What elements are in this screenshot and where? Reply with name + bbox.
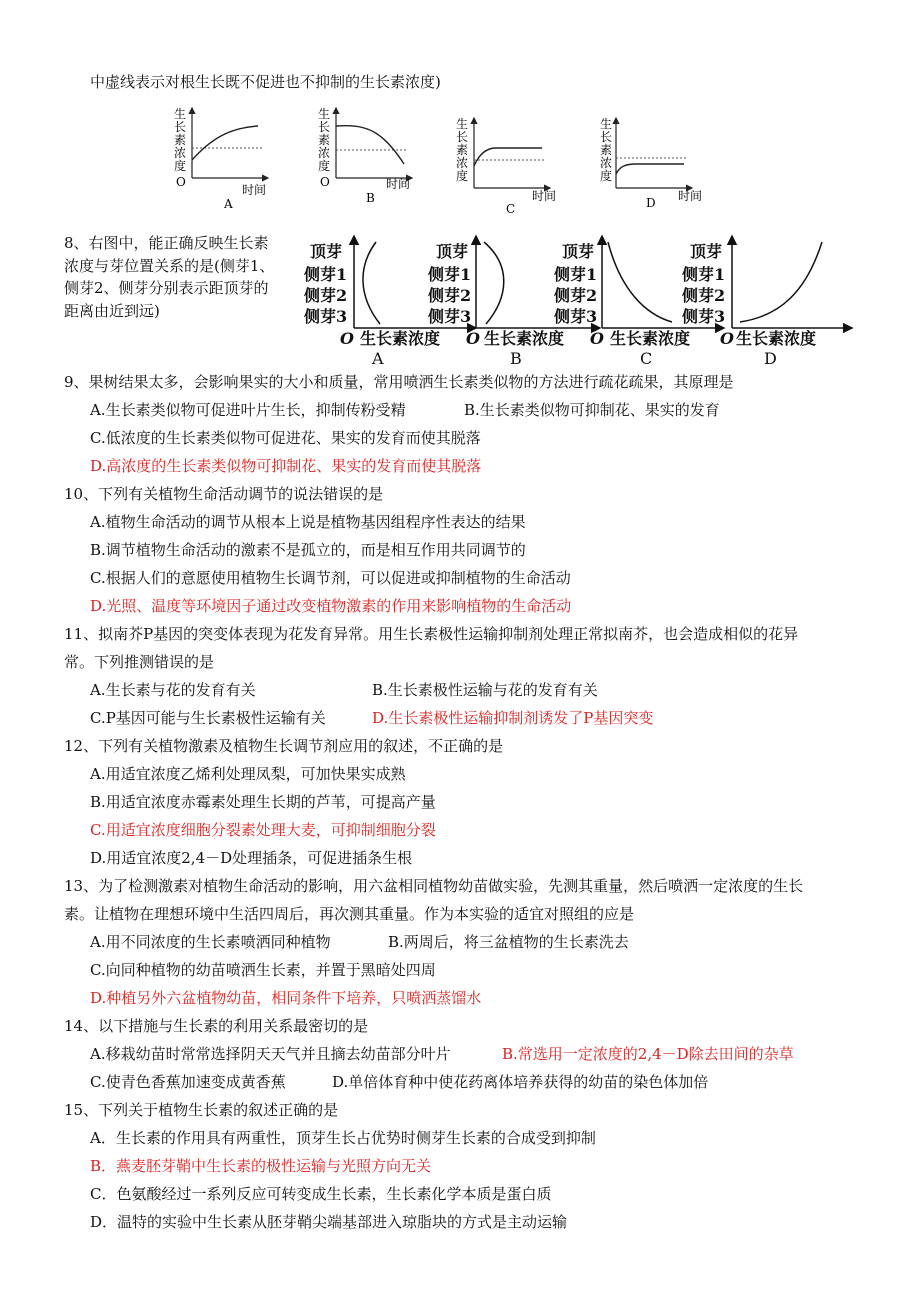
q11-option-b: B.生长素极性运输与花的发育有关 — [372, 681, 598, 699]
q8-a-ylabel-1: 侧芽1 — [304, 265, 348, 284]
q8-d-ylabel-3: 侧芽3 — [682, 307, 726, 326]
q12-option-c: C.用适宜浓度细胞分裂素处理大麦，可抑制细胞分裂 — [90, 821, 436, 839]
q13-option-d: D.种植另外六盆植物幼苗，相同条件下培养，只喷洒蒸馏水 — [90, 989, 482, 1007]
q8-a-origin: O — [340, 329, 354, 348]
q7-a-ylabel-4: 度 — [174, 159, 187, 173]
q8-b-origin: O — [466, 329, 480, 348]
q7-a-ylabel-3: 浓 — [174, 146, 187, 160]
q7-d-ylabel-3: 浓 — [600, 156, 613, 170]
q11-option-d: D.生长素极性运输抑制剂诱发了P基因突变 — [372, 709, 654, 727]
q8-graphs-svg — [300, 232, 860, 372]
q8-graph-d — [681, 236, 852, 368]
q8-a-xlabel: 生长素浓度 — [360, 329, 441, 348]
q9-option-a: A.生长素类似物可促进叶片生长，抑制传粉受精 — [90, 401, 406, 419]
q8-a-ylabel-0: 顶芽 — [310, 242, 343, 261]
q8-line-1: 8、右图中，能正确反映生长素 — [64, 234, 269, 252]
q7-d-ylabel-1: 长 — [600, 130, 613, 144]
q7-graph-c — [456, 116, 556, 216]
q15-option-c: C．色氨酸经过一系列反应可转变成生长素，生长素化学本质是蛋白质 — [90, 1185, 552, 1203]
q13-stem-2: 素。让植物在理想环境中生活四周后，再次测其重量。作为本实验的适宜对照组的应是 — [64, 905, 635, 923]
q7-a-xlabel: 时间 — [242, 183, 267, 197]
q7-d-ylabel-2: 素 — [600, 143, 613, 157]
q10-option-a: A.植物生命活动的调节从根本上说是植物基因组程序性表达的结果 — [90, 513, 526, 531]
q8-c-label: C — [640, 349, 653, 368]
q7-b-label: B — [366, 191, 375, 205]
q12-option-b: B.用适宜浓度赤霉素处理生长期的芦苇，可提高产量 — [90, 793, 436, 811]
q15-option-a: A．生长素的作用具有两重性，顶芽生长占优势时侧芽生长素的合成受到抑制 — [90, 1129, 596, 1147]
q8-b-xlabel: 生长素浓度 — [484, 329, 565, 348]
q7-graphs — [170, 104, 730, 220]
q11-stem-1: 11、拟南芥P基因的突变体表现为花发育异常。用生长素极性运输抑制剂处理正常拟南芥，也会造成相似的花异 — [64, 625, 799, 643]
q8-d-origin: O — [720, 329, 734, 348]
q13-option-b: B.两周后，将三盆植物的生长素洗去 — [388, 933, 629, 951]
q7-c-ylabel-0: 生 — [456, 117, 469, 131]
q11-option-c: C.P基因可能与生长素极性运输有关 — [90, 709, 326, 727]
q10-option-b: B.调节植物生命活动的激素不是孤立的，而是相互作用共同调节的 — [90, 541, 526, 559]
q7-a-origin: O — [176, 175, 186, 189]
q7-graph-d — [600, 116, 702, 210]
q7-a-ylabel-2: 素 — [174, 133, 187, 147]
q14-option-d: D.单倍体育种中使花药离体培养获得的幼苗的染色体加倍 — [332, 1073, 709, 1091]
q7-d-label: D — [646, 196, 656, 210]
q14-option-a: A.移栽幼苗时常常选择阴天天气并且摘去幼苗部分叶片 — [90, 1045, 451, 1063]
q9-option-d: D.高浓度的生长素类似物可抑制花、果实的发育而使其脱落 — [90, 457, 482, 475]
q8-b-ylabel-2: 侧芽2 — [428, 286, 472, 305]
q14-option-b: B.常选用一定浓度的2,4－D除去田间的杂草 — [502, 1045, 794, 1063]
q15-option-d: D．温特的实验中生长素从胚芽鞘尖端基部进入琼脂块的方式是主动运输 — [90, 1213, 568, 1231]
q7-b-ylabel-1: 长 — [318, 120, 331, 134]
q7-graph-a — [174, 106, 268, 211]
q14-stem: 14、以下措施与生长素的利用关系最密切的是 — [64, 1017, 369, 1035]
q10-option-d: D.光照、温度等环境因子通过改变植物激素的作用来影响植物的生命活动 — [90, 597, 572, 615]
q7-b-ylabel-0: 生 — [318, 107, 331, 121]
q7-b-ylabel-2: 素 — [318, 133, 331, 147]
q7-b-ylabel-4: 度 — [318, 159, 331, 173]
q11-stem-2: 常。下列推测错误的是 — [64, 653, 215, 671]
q7-a-ylabel-1: 长 — [174, 120, 187, 134]
q7-a-label: A — [224, 197, 233, 211]
q8-d-ylabel-0: 顶芽 — [690, 242, 723, 261]
q8-d-xlabel: 生长素浓度 — [736, 329, 817, 348]
q13-option-a: A.用不同浓度的生长素喷洒同种植物 — [90, 933, 331, 951]
q8-c-ylabel-0: 顶芽 — [562, 242, 595, 261]
q12-option-a: A.用适宜浓度乙烯利处理凤梨，可加快果实成熟 — [90, 765, 406, 783]
q10-option-c: C.根据人们的意愿使用植物生长调节剂，可以促进或抑制植物的生命活动 — [90, 569, 571, 587]
q8-b-ylabel-0: 顶芽 — [436, 242, 469, 261]
q8-graphs — [300, 232, 860, 376]
q8-b-label: B — [510, 349, 522, 368]
q10-stem: 10、下列有关植物生命活动调节的说法错误的是 — [64, 485, 384, 503]
q7-graphs-svg — [170, 104, 730, 216]
q8-stem — [64, 232, 294, 322]
q7-tail: 中虚线表示对根生长既不促进也不抑制的生长素浓度) — [90, 73, 441, 91]
q8-c-ylabel-1: 侧芽1 — [554, 265, 598, 284]
q9-stem: 9、果树结果太多，会影响果实的大小和质量，常用喷洒生长素类似物的方法进行疏花疏果，其原理是 — [64, 373, 734, 391]
q7-d-ylabel-4: 度 — [600, 169, 613, 183]
q15-stem: 15、下列关于植物生长素的叙述正确的是 — [64, 1101, 339, 1119]
q8-line-2: 浓度与芽位置关系的是(侧芽1、 — [64, 256, 275, 275]
q7-c-label: C — [506, 202, 516, 216]
q8-c-ylabel-2: 侧芽2 — [554, 286, 598, 305]
q8-line-3: 侧芽2、侧芽分别表示距顶芽的 — [64, 279, 269, 297]
q13-stem-1: 13、为了检测激素对植物生命活动的影响，用六盆相同植物幼苗做实验，先测其重量，然后喷洒一定浓度的生长 — [64, 877, 804, 895]
q8-d-ylabel-2: 侧芽2 — [682, 286, 726, 305]
q9-option-c: C.低浓度的生长素类似物可促进花、果实的发育而使其脱落 — [90, 429, 481, 447]
q8-a-label: A — [372, 349, 384, 368]
q15-option-b: B．燕麦胚芽鞘中生长素的极性运输与光照方向无关 — [90, 1157, 432, 1175]
q7-c-ylabel-4: 度 — [456, 169, 469, 183]
q8-b-ylabel-3: 侧芽3 — [428, 307, 472, 326]
q8-d-ylabel-1: 侧芽1 — [682, 265, 726, 284]
q7-c-ylabel-1: 长 — [456, 130, 469, 144]
q8-a-ylabel-2: 侧芽2 — [304, 286, 348, 305]
q8-c-ylabel-3: 侧芽3 — [554, 307, 598, 326]
q7-d-xlabel: 时间 — [678, 189, 703, 203]
q7-c-ylabel-2: 素 — [456, 143, 469, 157]
q7-b-ylabel-3: 浓 — [318, 146, 331, 160]
q7-b-origin: O — [320, 175, 330, 189]
q7-b-xlabel: 时间 — [386, 177, 411, 191]
q8-c-xlabel: 生长素浓度 — [610, 329, 691, 348]
q7-a-ylabel-0: 生 — [174, 107, 187, 121]
q8-a-ylabel-3: 侧芽3 — [304, 307, 348, 326]
q8-line-4: 距离由近到远) — [64, 301, 160, 320]
q12-option-d: D.用适宜浓度2,4－D处理插条，可促进插条生根 — [90, 849, 413, 867]
q11-option-a: A.生长素与花的发育有关 — [90, 681, 256, 699]
q8-c-origin: O — [590, 329, 604, 348]
q8-b-ylabel-1: 侧芽1 — [428, 265, 472, 284]
q13-option-c: C.向同种植物的幼苗喷洒生长素，并置于黑暗处四周 — [90, 961, 436, 979]
q12-stem: 12、下列有关植物激素及植物生长调节剂应用的叙述，不正确的是 — [64, 737, 504, 755]
q7-d-ylabel-0: 生 — [600, 117, 613, 131]
q9-option-b: B.生长素类似物可抑制花、果实的发育 — [464, 401, 720, 419]
q8-d-label: D — [764, 349, 777, 368]
q7-graph-b — [318, 106, 412, 205]
q7-c-ylabel-3: 浓 — [456, 156, 469, 170]
q7-c-xlabel: 时间 — [532, 189, 557, 203]
q14-option-c: C.使青色香蕉加速变成黄香蕉 — [90, 1073, 286, 1091]
